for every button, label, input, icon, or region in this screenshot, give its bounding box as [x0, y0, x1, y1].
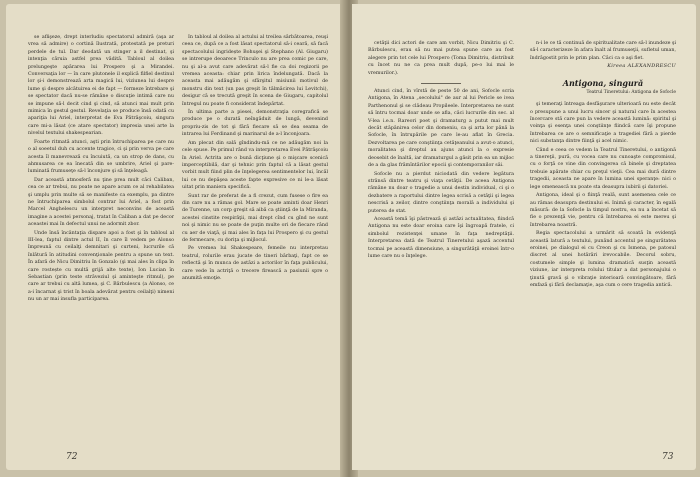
paragraph: Foarte ritmată atunci, aşti prin întruchiparea pe care nu o al soeetul duh cu accente tragice, ci şi prin verva pe care acesta îl manevrează cu încuiută, ca un strop de dans, cu ahmusarea ce ea înecată din se umbrire, Ariel şi pare-luminată frumuseţe să-l înconjure şi să înţeleagă. — [28, 139, 174, 175]
paragraph: se aflişeze, drept interludiu spectatorul admiră (aşa ar vrea să admire) o cortină îlustrată, protestată pe preturi perdele de tul. Dar deodată un stinger a il destinat, şi intenţia căruia astfel prea vădită. Tabloul al doilea prelungeşte apărarea lui Prospero şi a Mirandei. Conversaţia lor — în care plutonele il explică filfiel destinul lor şi-i demonstrează arta magică lui, viziunea lui despre lume şi despre alcătuirea ei de fapt — formeze întrebare şi se spectator dacă nu-se rămâne o discuţie intimă care nu se impune să-l decit cind şi cind, să atunci mai mult prin mimica în gestul gestul. Revelaţia se produce însă odată cu apariţia lui Ariel, interpretat de Eva Pătrăşcoiu, singura care mi-a lăsat (ce atare spectator) impresia unei arte la nivelul textului shakespearian. — [28, 35, 174, 137]
paragraph: Regia spectacolului a urmărit să scoată în evidenţă această latură a textului, punând accentul pe singurătatea eroinei, pe dialogul ei cu Creon şi cu Ismena, pe patosul discret al unei hotărâri irevocabile. Decorul sobru, costumele simple şi lumina dramatică susţin această viziune, iar interpreta rolului titular a dat personajului o ţinută gravă şi o vibraţie interioară convingătoare, fără emfază şi fără declamaţie, aşa cum o cere tragedia antică. — [530, 231, 676, 288]
paragraph: Sunt rar de preferat de a fi crezut, cum fusese o fire ea din care nu a rămas gol. Mare se poate aminti doar Henri de Turenne, un corp greşit să aibă ca ştiinţă de la Miranda, acestei cinstite respirăţii, mai drept cînd cu gînd ne sunt noi şi nimic nu se poate de puţin multe ori de fiecare rând cu aer de viaţă, şi mai ales în faţa lui Prospero şi cu gestul de fermecare, cu doriţa şi mijlocul. — [182, 193, 328, 243]
paragraph: Antigona, ideal şi o fiinţă reală, sunt asemenea cele ce au rămas deasupra destinului ei. Inimă şi caracter, în egală măsură: de la Sofocle la timpul nostru, ea nu a încetat să fie o prezenţă vie, pentru că întrebarea ei este mereu şi întrebarea noastră. — [530, 193, 676, 228]
paragraph: Sofocle nu a pierdut niciodată din vedere legătura strânsă dintre teatru şi viaţa cetăţii. De aceea Antigona rămâne nu doar o tragedie a unui destin individual, ci şi o dezbatere a raportului dintre legea scrisă a cetăţii şi legea nescrisă a zeilor, dintre conştiinţa morală a individului şi puterea de stat. — [368, 171, 514, 214]
article-subtitle: Teatrul Tineretului: Antigona de Sofocle — [586, 90, 676, 96]
paragraph: In tabloul al doilea al actului al treilea sărbătoarea, reuşi ceea ce, după ce a fost lăsat spectatorul să-i ceară, să facă spectacolului ingridește Bohuşei şi Stephano (Al. Giugaru) se intrerupe deoarece Trinculo nu are prea comic pe care, nu şi al-a avut care adevărat să-l fie ca doi regizorii pe vremea aceasta: chiar prin lirica îndelungată. Dacă la aceasta mai adăugăm şi sfârşitul misiunii motivul de monstru din text (un pas greşit în tălmăcirea lui Levitchi), desigur că se trecută greşit în scena de Giugaru, capitolul întregul nu poate fi considerat îndepărtat. — [182, 35, 328, 107]
right-page — [352, 4, 696, 470]
left-page-column-1 — [28, 34, 174, 454]
paragraph: n-i le ce tă continuă de spiritualitate care să-l inundeze şi să-l caracterizeze în afara înalt al frumuseţii, sufletul uman, îndrăgostit prin le prim plan. Căci ca o aşi fiet. — [530, 41, 676, 61]
paragraph: În ultima parte a piesei, demonstraţia coregrafică se produce pe o durată neîngăduit de lungă, devenind propriu-zis de tot şi fără fiecare să se dea seama de intrarea lui Ferdinand şi marinarul de a-l înconjoara. — [182, 110, 328, 138]
paragraph: Această temă îşi păstrează şi astăzi actualitatea, fiindcă Antigona nu este doar eroina care îşi îngroapă fratele, ci simbolul rezistenţei umane în faţa nedreptăţii. Interpretarea dată de Teatrul Tineretului aşază accentul tocmai pe această dimensiune, a singurătăţii eroinei într-o lume care nu o înţelege. — [368, 216, 514, 259]
paragraph: Atunci cind, în vîrstă de peste 50 de ani, Sofocle scria Antigona, în Atena „secolului" de aur al lui Pericle se ivea Parthenonul şi se clădeau Propileele. Interpretarea ne sunt să întru tocmai doar unde se afla, căci lucrurile din sec. al V-lea i.e.n. Rareori poet şi dramaturg a putut mai mult decât stăpânirea celor din domeniu, ca şi arta lor până la Sofocle, în întrupările pe care le-au aflat în Grecia. Dezvoltarea pe care conştiinţa cetăţeanului a avut-o atunci, moralitatea şi dreptul au ajuns atunci la o expresie deosebit de înaltă, iar dramaturgul a găsit prin ea un mijloc de a da glas frămîntărilor epocii şi contemporanilor săi. — [368, 89, 514, 169]
paragraph: Dar această atmosferă nu ţine prea mult căci Caliban, cea ce ar trebui, nu poate ne apare acum ce al rehabilatea şi umplu prin multe să se manifeste ca exemplu, pa dintre ne întruchiparea simbolul contrar lui Ariel, a fost prin Marcel Anghelescu un interpret neconvins de această imagine a acestei personaj, tratat în Caliban a dat pe decor aceastei mai în defectul unui ne adormit zbor. — [28, 177, 174, 228]
right-page-column-2 — [530, 40, 676, 454]
page-number-right: 73 — [662, 452, 674, 462]
page-number-left: 72 — [66, 452, 78, 462]
paragraph: Pe vremea lui Shakespeare, femeile nu interpretau teatrul, rolurile erau jucate de tineri bărbaţi, fapt ce se reflectă şi în munca de astăzi a actorilor în faţa publicului, care vede în actriţă o trecere firească a pasiunii spre o anumită emoţie. — [182, 246, 328, 281]
paragraph: cetăţii dici actori de care am vorbit, Nicu Dimitriu şi C. Bărbulescu, erau să nu mai putea spune care au fost alegere prin tot cele lui Prospero (Toma Dimitriu, distribuit cu încet nu ne ca prea mult după, pe-o lui mai le vremurilor.). — [368, 41, 514, 76]
author-signature: Kireea ALEXANDRESCU — [607, 63, 676, 70]
paragraph: şi temeraţi întreaga desfăşurare ulterioară nu este decât o presupune a unui lucru sincer şi natural care în acestea încercare stă care pun la vedere această lumină: spiritul şi voinţa şi esenţa unei conştiinţe fiindcă care îşi propune întrebarea ce are o semnificaţie a tragediei fără a pierde nici substanţa dintre fiinţă şi acel nimic. — [530, 102, 676, 145]
paragraph: Când e ceea ce vedem la Teatrul Tineretului, o antigonă a tinereţii, pură, cu vocea care nu cunoaşte compromisul, cu o forţă ce vine din convingerea că binele şi dreptatea trebuie apărate chiar cu preţul vieţii. Cea mai dură dintre tragedii, aceasta ne apare în lumina unei speranţe: nici o lege omenească nu poate sta deasupra iubirii şi datoriei. — [530, 147, 676, 190]
section-divider — [421, 83, 461, 84]
paragraph: Am plecat din sală gîndindu-mă ce ne adăugăm noi la cele spuse. Pe primul rând va interpretarea Evei Pătrăşcoiu în Ariel. Actrita are o bună dicţiune şi o mişcare scenică imperceptibilă, dar şi tehnic prin faptul că a lăsat gestul vorbit mult fiind plin de înţelegerea sentimentelor lui, încăl lui ce nu depăşea aceste fapte expresive ce ni le-a lăsat uitat prin maniera specifică. — [182, 140, 328, 191]
left-page-column-2 — [182, 34, 328, 454]
paragraph: Unde însă încântaţia dispare apoi a fost şi în tabloul al III-lea, faptul dintre actul II, în care îl vedem pe Alonso împreună cu ceilalţi demnitari şi curteni, lucrurile că înlătură în atitudini convenţionale pentru a spune un text. În afară de Nicu Dimitriu în Gonzalo (şi mai ales în clipa în care rostește cu multă grijă alte texte), Ion Lucian în Sebastian (prin teste străveziul şi aminteşte ritmul), pe care ar trebui cu altă lumea, şi C. Bărbulescu (a Alonso, ce a-i încarnat şi trist în boala adevărat pentru ceilalţi) nimeni nu un ar mai insufla participarea. — [28, 230, 174, 303]
right-page-column-1 — [368, 40, 514, 454]
article-title: Antigona, singură — [562, 78, 644, 89]
left-page — [6, 4, 346, 470]
